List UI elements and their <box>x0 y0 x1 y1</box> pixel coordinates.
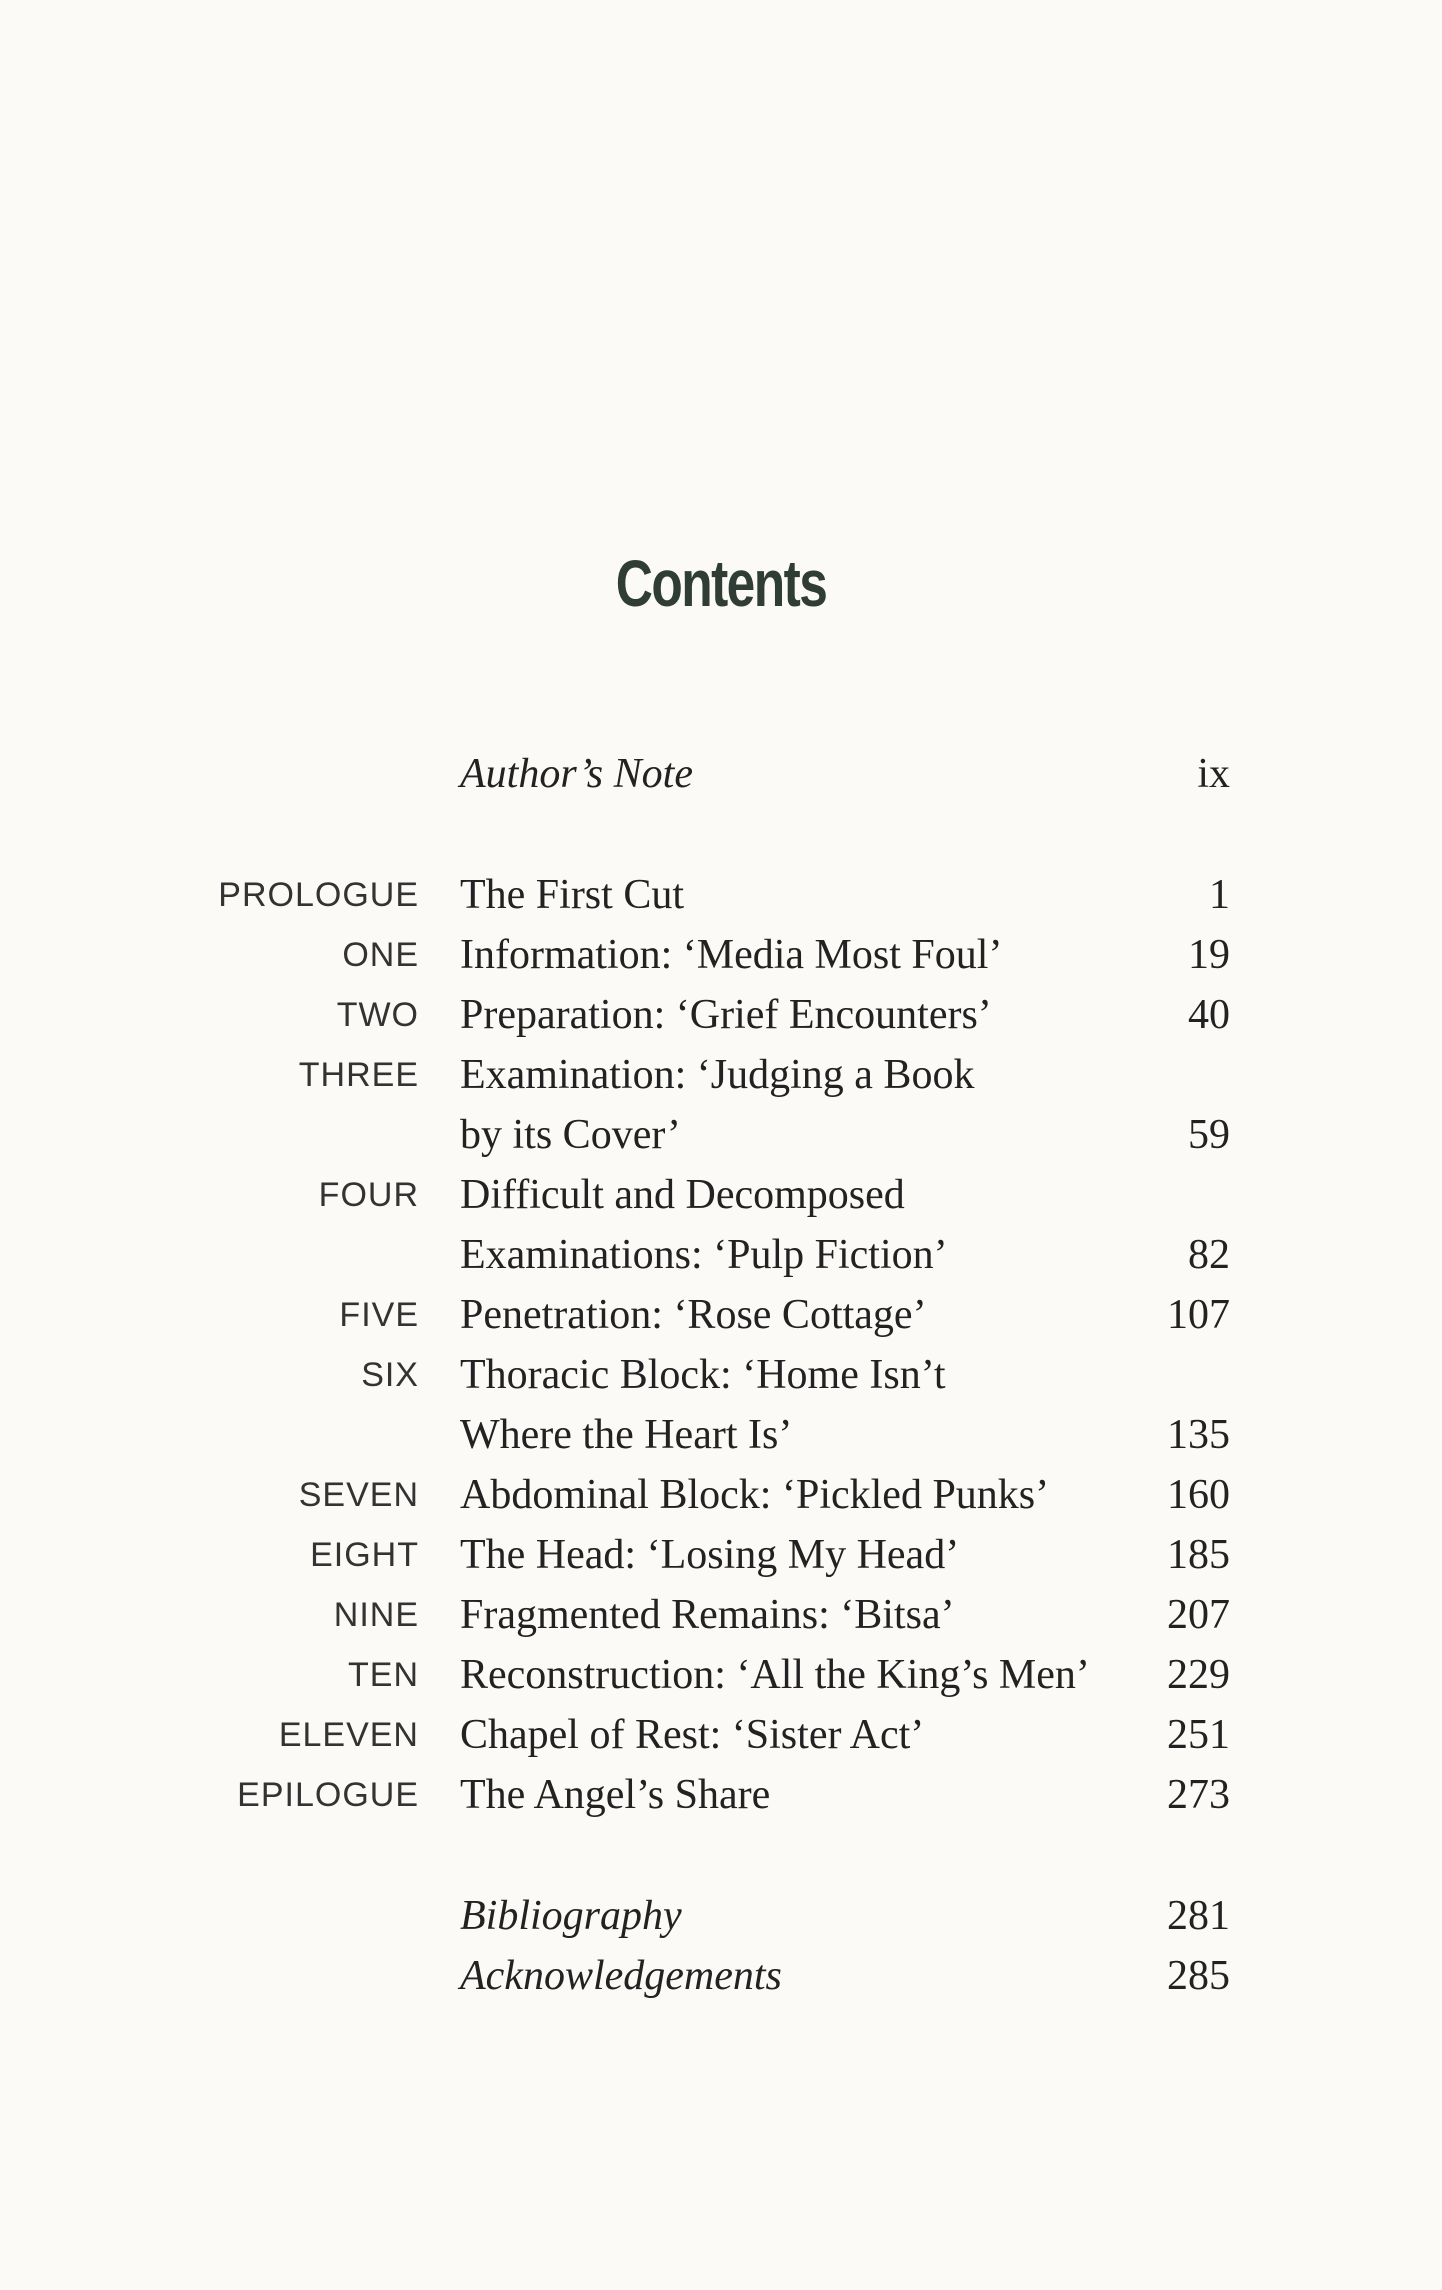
toc-entry-eight <box>0 1525 1442 1585</box>
toc-entry-epilogue <box>0 1765 1442 1825</box>
toc-entry-acknowledgements <box>0 1946 1442 2006</box>
toc-entry-four <box>0 1165 1442 1225</box>
page-number: 207 <box>1167 1592 1230 1638</box>
entry-title: The First Cut <box>460 872 685 918</box>
page-number: 281 <box>1167 1893 1230 1939</box>
entry-title: Reconstruction: ‘All the King’s Men’ <box>460 1652 1090 1698</box>
entry-title: Abdominal Block: ‘Pickled Punks’ <box>460 1472 1050 1518</box>
page-title: Contents <box>615 546 827 620</box>
page-number: 19 <box>1188 932 1230 978</box>
entry-title: The Angel’s Share <box>460 1772 771 1818</box>
page-number: 82 <box>1188 1232 1230 1278</box>
toc-entry-seven <box>0 1465 1442 1525</box>
entry-title: Acknowledgements <box>460 1953 782 1999</box>
toc-entry-authors-note <box>0 744 1442 804</box>
page-number: 107 <box>1167 1292 1230 1338</box>
chapter-label: SIX <box>361 1356 419 1394</box>
page-number: 285 <box>1167 1953 1230 1999</box>
chapter-label: NINE <box>333 1596 419 1634</box>
page-number: 135 <box>1167 1412 1230 1458</box>
entry-title: Thoracic Block: ‘Home Isn’t <box>460 1352 946 1398</box>
entry-title: Penetration: ‘Rose Cottage’ <box>460 1292 927 1338</box>
chapter-label: EPILOGUE <box>237 1776 419 1814</box>
chapter-label: FIVE <box>339 1296 419 1334</box>
entry-title: Bibliography <box>460 1893 682 1939</box>
chapter-label: ONE <box>342 936 419 974</box>
toc-entry-bibliography <box>0 1886 1442 1946</box>
entry-title: Author’s Note <box>460 751 693 797</box>
page-number: 40 <box>1188 992 1230 1038</box>
page-number: 251 <box>1167 1712 1230 1758</box>
page-number: ix <box>1197 751 1230 797</box>
entry-title-continued: Examinations: ‘Pulp Fiction’ <box>460 1232 948 1278</box>
chapter-label: PROLOGUE <box>218 876 419 914</box>
chapter-label: FOUR <box>318 1176 419 1214</box>
toc-entry-four-cont <box>0 1225 1442 1285</box>
chapter-label: SEVEN <box>298 1476 419 1514</box>
page-number: 59 <box>1188 1112 1230 1158</box>
page-number: 160 <box>1167 1472 1230 1518</box>
toc-entry-ten <box>0 1645 1442 1705</box>
toc-entry-six <box>0 1345 1442 1405</box>
entry-title-continued: Where the Heart Is’ <box>460 1412 793 1458</box>
toc-entry-prologue <box>0 865 1442 925</box>
toc-entry-six-cont <box>0 1405 1442 1465</box>
chapter-label: TEN <box>348 1656 419 1694</box>
chapter-label: TWO <box>336 996 419 1034</box>
toc-entry-three <box>0 1045 1442 1105</box>
toc-entry-three-cont <box>0 1105 1442 1165</box>
entry-title: Examination: ‘Judging a Book <box>460 1052 975 1098</box>
toc-entry-one <box>0 925 1442 985</box>
chapter-label: THREE <box>298 1056 419 1094</box>
toc-entry-eleven <box>0 1705 1442 1765</box>
chapter-label: ELEVEN <box>278 1716 419 1754</box>
page-number: 1 <box>1209 872 1230 918</box>
toc-entry-nine <box>0 1585 1442 1645</box>
entry-title: Information: ‘Media Most Foul’ <box>460 932 1003 978</box>
entry-title: Chapel of Rest: ‘Sister Act’ <box>460 1712 925 1758</box>
entry-title-continued: by its Cover’ <box>460 1112 681 1158</box>
toc-entry-five <box>0 1285 1442 1345</box>
entry-title: The Head: ‘Losing My Head’ <box>460 1532 960 1578</box>
entry-title: Difficult and Decomposed <box>460 1172 905 1218</box>
chapter-label: EIGHT <box>310 1536 419 1574</box>
entry-title: Fragmented Remains: ‘Bitsa’ <box>460 1592 955 1638</box>
page-number: 229 <box>1167 1652 1230 1698</box>
page-number: 273 <box>1167 1772 1230 1818</box>
page-number: 185 <box>1167 1532 1230 1578</box>
toc-entry-two <box>0 985 1442 1045</box>
entry-title: Preparation: ‘Grief Encounters’ <box>460 992 992 1038</box>
